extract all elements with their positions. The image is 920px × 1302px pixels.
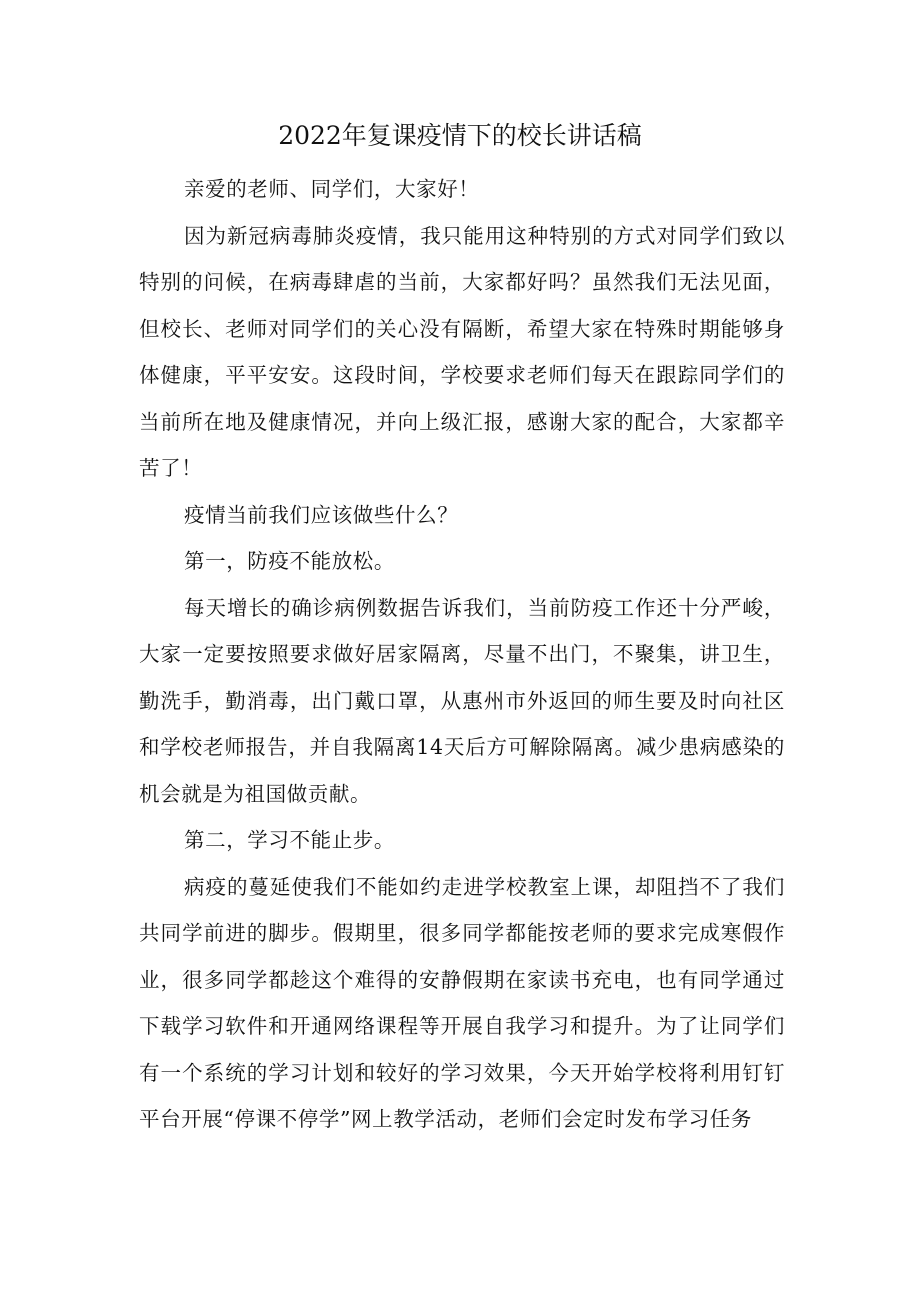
paragraph-greeting: 亲爱的老师、同学们，大家好！ <box>184 177 480 201</box>
paragraph-point-two-body: 病疫的蔓延使我们不能如约走进学校教室上课，却阻挡不了我们共同学前进的脚步。假期里，很多同学都能按老师的要求完成寒假作业，很多同学都趁这个难得的安静假期在家读书充电，也有同学通过下载学习软件和开通网络课程等开展自我学习和提升。为了让同学们有一个系统的学习计划和较好的学习效果，今天开始学校将利用钉钉平台开展“停课不停学”网上教学活动，老师们会定时发布学习任务 <box>139 874 785 1131</box>
paragraph-point-two-heading: 第二，学习不能止步。 <box>184 828 395 852</box>
document-body <box>139 166 785 1143</box>
paragraph-intro: 因为新冠病毒肺炎疫情，我只能用这种特别的方式对同学们致以特别的问候，在病毒肆虐的当前，大家都好吗？虽然我们无法见面，但校长、老师对同学们的关心没有隔断，希望大家在特殊时期能够身体健康，平平安安。这段时间，学校要求老师们每天在跟踪同学们的当前所在地及健康情况，并向上级汇报，感谢大家的配合，大家都辛苦了！ <box>139 223 785 480</box>
paragraph-point-one-heading: 第一，防疫不能放松。 <box>184 549 395 573</box>
paragraph-point-one-body: 每天增长的确诊病例数据告诉我们，当前防疫工作还十分严峻，大家一定要按照要求做好居家隔离，尽量不出门，不聚集，讲卫生，勤洗手，勤消毒，出门戴口罩，从惠州市外返回的师生要及时向社区和学校老师报告，并自我隔离14天后方可解除隔离。减少患病感染的机会就是为祖国做贡献。 <box>139 595 785 806</box>
paragraph-question: 疫情当前我们应该做些什么？ <box>184 502 459 527</box>
document-title: 2022年复课疫情下的校长讲话稿 <box>278 121 642 150</box>
